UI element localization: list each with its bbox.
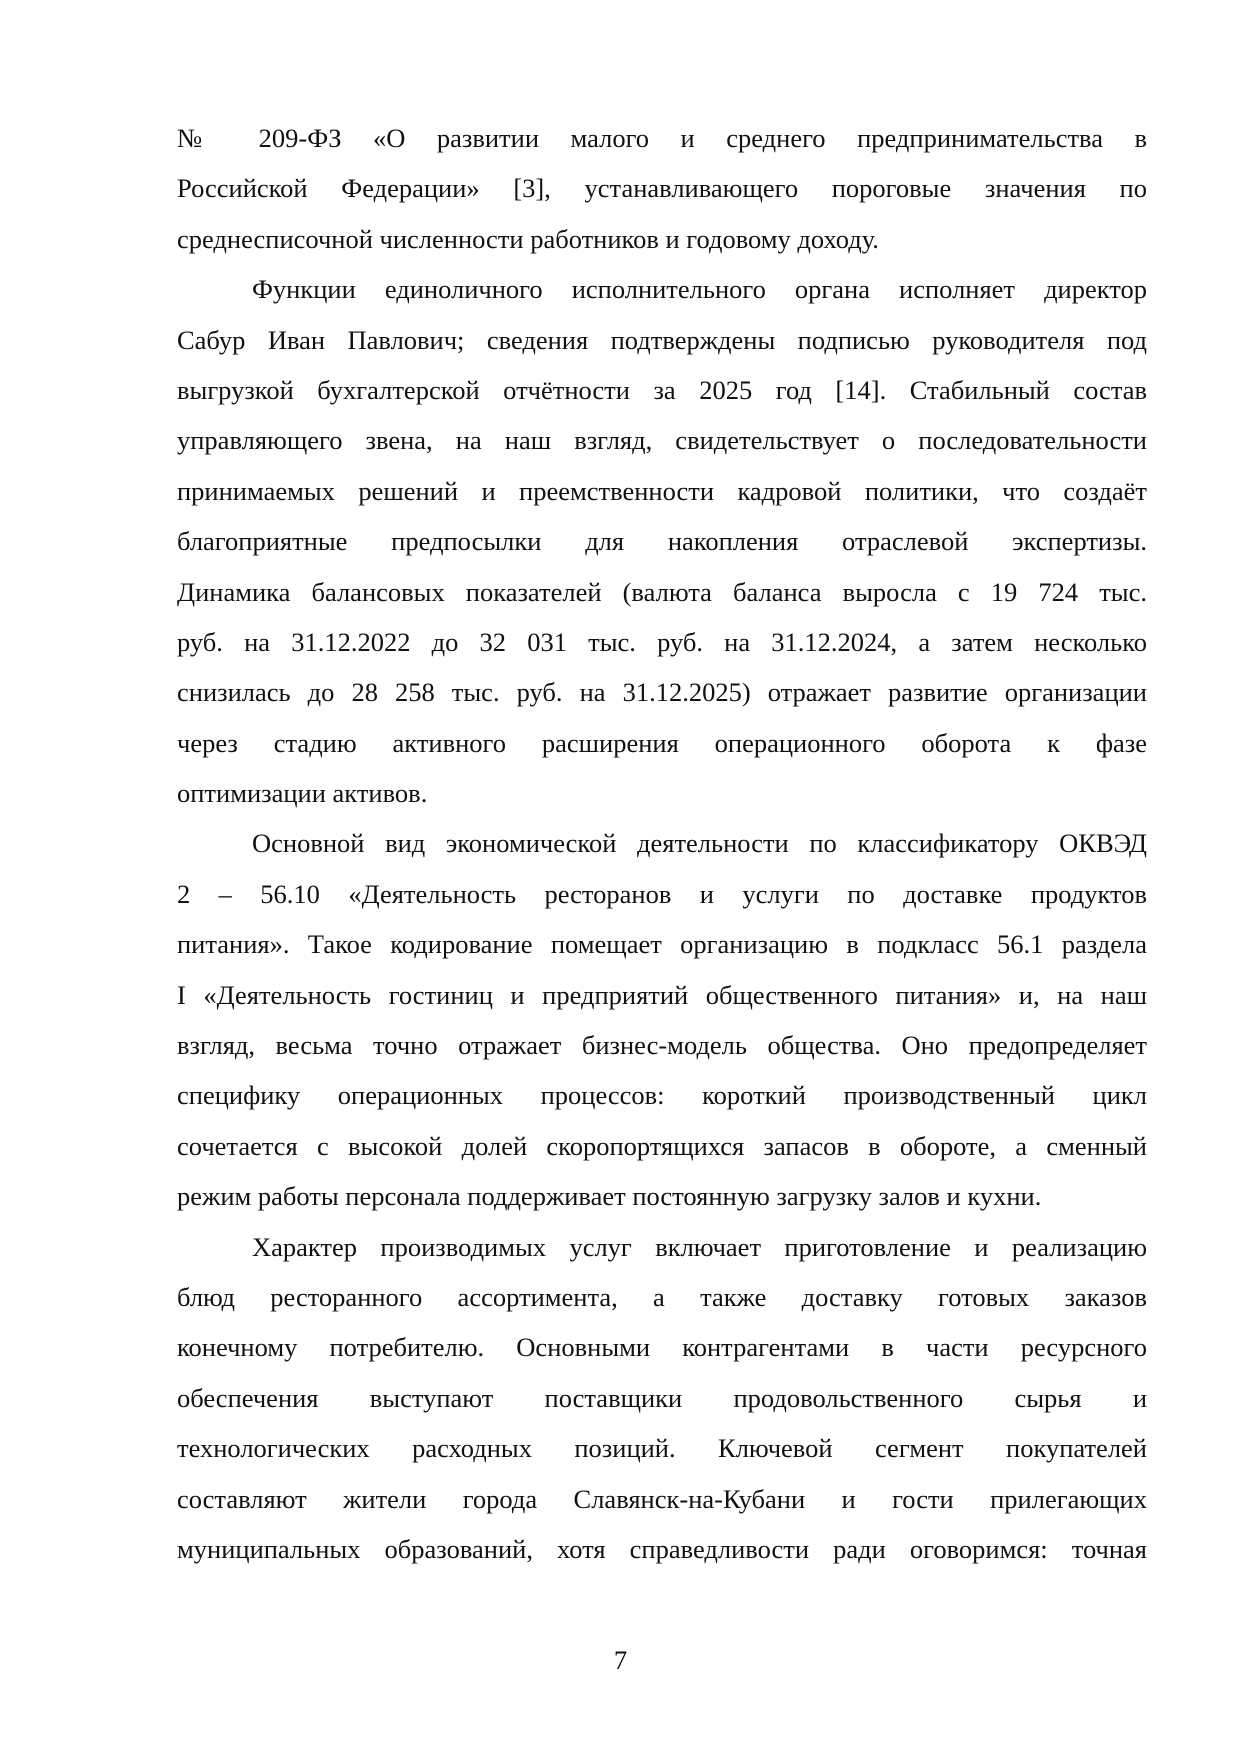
paragraph-4-line: Характер производимых услуг включает приготовление и реализацию [252, 1231, 1147, 1262]
paragraph-2-line: Функции единоличного исполнительного органа исполняет директор [252, 274, 1147, 305]
paragraph-3-line: I «Деятельность гостиниц и предприятий общественного питания» и, на наш [177, 979, 1147, 1010]
paragraph-4-line: составляют жители города Славянск-на-Кубани и гости прилегающих [177, 1483, 1147, 1514]
paragraph-2-line: Сабур Иван Павлович; сведения подтверждены подписью руководителя под [177, 324, 1147, 355]
paragraph-2-line: оптимизации активов. [177, 778, 428, 809]
page-number: 7 [613, 1645, 628, 1675]
paragraph-1-line: № 209-ФЗ «О развитии малого и среднего предпринимательства в [177, 123, 1147, 153]
paragraph-2-line: управляющего звена, на наш взгляд, свидетельствует о последовательности [177, 425, 1147, 456]
paragraph-4-line: обеспечения выступают поставщики продовольственного сырья и [177, 1382, 1147, 1413]
paragraph-2-line: выгрузкой бухгалтерской отчётности за 2025 год [14]. Стабильный состав [177, 374, 1147, 405]
paragraph-3-line: Основной вид экономической деятельности по классификатору ОКВЭД [252, 828, 1147, 859]
paragraph-2-line: принимаемых решений и преемственности кадровой политики, что создаёт [177, 475, 1147, 506]
paragraph-3-line: питания». Такое кодирование помещает организацию в подкласс 56.1 раздела [177, 929, 1147, 960]
paragraph-2-line: благоприятные предпосылки для накопления отраслевой экспертизы. [177, 526, 1147, 557]
paragraph-4-line: конечному потребителю. Основными контрагентами в части ресурсного [177, 1332, 1147, 1363]
paragraph-4-line: муниципальных образований, хотя справедливости ради оговоримся: точная [177, 1533, 1147, 1564]
paragraph-3-line: режим работы персонала поддерживает постоянную загрузку залов и кухни. [177, 1181, 1042, 1212]
paragraph-1-line: среднесписочной численности работников и годовому доходу. [177, 223, 879, 254]
paragraph-1-line: Российской Федерации» [3], устанавливающего пороговые значения по [177, 173, 1147, 204]
paragraph-3-line: специфику операционных процессов: короткий производственный цикл [177, 1080, 1147, 1111]
paragraph-2-line: снизилась до 28 258 тыс. руб. на 31.12.2025) отражает развитие организации [177, 677, 1147, 708]
paragraph-3-line: сочетается с высокой долей скоропортящихся запасов в обороте, а сменный [177, 1130, 1147, 1161]
paragraph-2-line: руб. на 31.12.2022 до 32 031 тыс. руб. на 31.12.2024, а затем несколько [177, 626, 1147, 657]
paragraph-2-line: Динамика балансовых показателей (валюта баланса выросла с 19 724 тыс. [177, 576, 1147, 607]
paragraph-4-line: технологических расходных позиций. Ключевой сегмент покупателей [177, 1433, 1147, 1464]
paragraph-3-line: 2 – 56.10 «Деятельность ресторанов и услуги по доставке продуктов [177, 878, 1147, 909]
paragraph-3-line: взгляд, весьма точно отражает бизнес-модель общества. Оно предопределяет [177, 1030, 1147, 1061]
body-text [177, 113, 1147, 1574]
paragraph-2-line: через стадию активного расширения операционного оборота к фазе [177, 727, 1147, 758]
paragraph-4-line: блюд ресторанного ассортимента, а также доставку готовых заказов [177, 1281, 1147, 1312]
